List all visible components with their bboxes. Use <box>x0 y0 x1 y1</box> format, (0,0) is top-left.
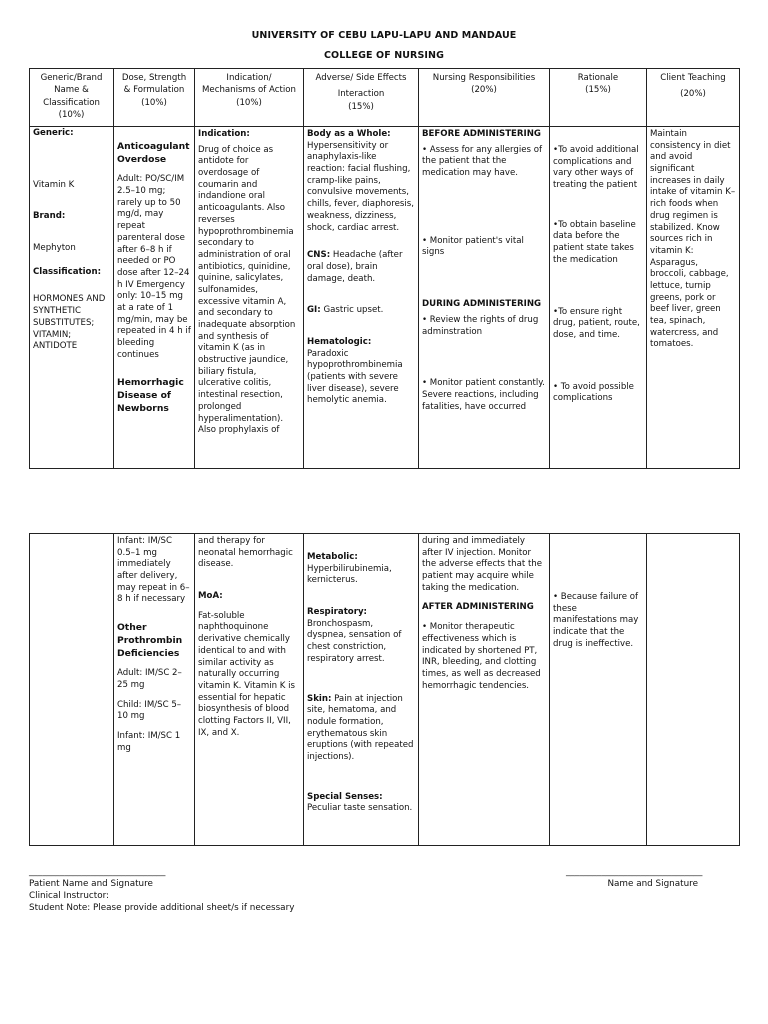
body-text: Hypersensitivity or anaphylaxis-like reaction: facial flushing, cramp-like pains, convulsive movements, chills, fever, diaphoresis, weakness, dizziness, shock, cardiac arrest. <box>307 140 414 233</box>
monitor-continued: during and immediately after IV injection. Monitor the adverse effects that the patient may acquire while taking the medication. <box>422 536 543 593</box>
teaching-cell <box>647 127 740 469</box>
skin-entry <box>307 694 415 764</box>
generic-value: Vitamin K <box>33 179 75 190</box>
brand-label: Brand: <box>33 211 66 222</box>
hema-label: Hematologic: <box>307 336 372 347</box>
rationale-4: • To avoid possible complications <box>553 381 634 404</box>
rationale-5: • Because failure of these manifestations may indicate that the drug is ineffective. <box>553 592 639 649</box>
dose-child-prothrombin: Child: IM/SC 5–10 mg <box>117 699 182 722</box>
rationale-cell <box>550 127 647 469</box>
monitor-patient: • Monitor patient constantly. Severe reactions, including fatalities, have occurred <box>422 378 545 412</box>
client-teaching-text: Maintain consistency in diet and avoid significant increases in daily intake of vitamin K–rich foods when drug regimen is stabilized. Know sources rich in vitamin K: Asparagus, broccoli, cabbage, lettuce, turnip greens, pork or beef liver, green tea, spinach, watercress, and tomatoes. <box>650 129 736 350</box>
name-signature-label: Name and Signature <box>607 879 698 889</box>
university-title: UNIVERSITY OF CEBU LAPU-LAPU AND MANDAUE <box>251 30 517 41</box>
adverse-cell <box>304 127 419 469</box>
rationale-3: •To ensure right drug, patient, route, dose, and time. <box>553 306 640 340</box>
col-header-indication: Indication/ Mechanisms of Action (10%) <box>195 69 304 127</box>
column-header-row <box>30 69 740 127</box>
rationale-2: •To obtain baseline data before the patient state takes the medication <box>553 219 636 265</box>
moa-label: MoA: <box>198 591 223 602</box>
dose-cell-cont <box>114 534 195 846</box>
classification-label: Classification: <box>33 266 102 277</box>
table-row <box>30 127 740 469</box>
dose-cell <box>114 127 195 469</box>
review-rights: • Review the rights of drug adminstration <box>422 314 539 337</box>
col-header-generic: Generic/Brand Name & Classification (10%) <box>30 69 114 127</box>
col-header-teaching: Client Teaching (20%) <box>647 69 740 127</box>
cns-entry <box>307 250 415 285</box>
generic-label: Generic: <box>33 128 74 138</box>
teaching-cell-cont <box>647 534 740 846</box>
dose-adult: Adult: PO/SC/IM 2.5–10 mg; rarely up to 50 mg/d, may repeat parenteral dose after 6–8 h if needed or PO dose after 12–24 h IV Emergency only: 10–15 mg at a rate of 1 mg/min, may be repeated in 4 h if bleeding continues <box>117 174 191 360</box>
indication-cell-cont <box>195 534 304 846</box>
drug-study-table-page1 <box>29 68 740 469</box>
adverse-cell-cont <box>304 534 419 846</box>
monitor-effectiveness: • Monitor therapeutic effectiveness which is indicated by shortened PT, INR, bleeding, and clotting times, as well as decreased hemorrhagic tendencies. <box>422 622 541 691</box>
skin-text: Pain at injection site, hematoma, and nodule formation, erythematous skin eruptions (with repeated injections). <box>307 693 414 762</box>
nursing-cell <box>419 127 550 469</box>
indication-text: Drug of choice as antidote for overdosage of coumarin and indandione oral anticoagulants. Also reverses hypoprothrombinemia secondary to administration of oral antibiotics, quinidine, quinine, salicylates, sulfonamides, excessive vitamin A, and secondary to inadequate absorption and synthesis of vitamin K (as in obstructive jaundice, biliary fistula, ulcerative colitis, intestinal resection, prolonged hyperalimentation). Also prophylaxis of <box>198 144 296 436</box>
patient-signature-label: Patient Name and Signature <box>29 879 153 889</box>
dose-adult-prothrombin: Adult: IM/SC 2–25 mg <box>117 668 182 690</box>
generic-brand-cell <box>30 127 114 469</box>
col-header-nursing: Nursing Responsibilities (20%) <box>419 69 550 127</box>
nursing-cell-cont <box>419 534 550 846</box>
drug-study-table-page2 <box>29 533 740 846</box>
monitor-vitals: • Monitor patient's vital signs <box>422 235 524 258</box>
clinical-instructor-label: Clinical Instructor: <box>29 891 110 901</box>
classification-value: HORMONES AND SYNTHETIC SUBSTITUTES; VITAMIN; ANTIDOTE <box>33 294 106 352</box>
student-note: Student Note: Please provide additional sheet/s if necessary <box>29 903 295 913</box>
dose-infant-prothrombin: Infant: IM/SC 1 mg <box>117 730 181 753</box>
cns-text: Headache (after oral dose), brain damage, death. <box>307 250 403 284</box>
footer-right <box>566 866 736 890</box>
signature-line-left: _______________________________ <box>29 867 166 877</box>
col-header-adverse: Adverse/ Side Effects Interaction (15%) <box>304 69 419 127</box>
gi-entry <box>307 305 415 317</box>
indication-continued: and therapy for neonatal hemorrhagic disease. <box>198 536 293 570</box>
indication-cell <box>195 127 304 469</box>
respiratory-label: Respiratory: <box>307 607 367 618</box>
signature-line-right: _______________________________ <box>566 867 703 877</box>
generic-brand-cell-cont <box>30 534 114 846</box>
footer-left <box>29 866 294 914</box>
metabolic-label: Metabolic: <box>307 552 358 562</box>
dose-heading-overdose: Anticoagulant Overdose <box>117 141 190 165</box>
special-senses-label: Special Senses: <box>307 791 383 802</box>
metabolic-text: Hyperbilirubinemia, kernicterus. <box>307 563 392 586</box>
cns-label: CNS: <box>307 250 331 261</box>
assess-allergies: • Assess for any allergies of the patient that the medication may have. <box>422 144 543 179</box>
dose-heading-newborn: Hemorrhagic Disease of Newborns <box>117 377 184 414</box>
respiratory-text: Bronchospasm, dyspnea, sensation of chest constriction, respiratory arrest. <box>307 618 402 664</box>
gi-text: Gastric upset. <box>323 305 384 316</box>
brand-value: Mephyton <box>33 243 76 254</box>
body-label: Body as a Whole: <box>307 129 391 139</box>
table-row <box>30 534 740 846</box>
after-heading: AFTER ADMINISTERING <box>422 602 534 613</box>
hema-text: Paradoxic hypoprothrombinemia (patients with severe liver disease), severe hemolytic anemia. <box>307 348 403 406</box>
before-heading: BEFORE ADMINISTERING <box>422 129 541 139</box>
col-header-rationale: Rationale (15%) <box>550 69 647 127</box>
indication-label: Indication: <box>198 129 250 139</box>
dose-heading-prothrombin: Other Prothrombin Deficiencies <box>117 622 183 659</box>
rationale-1: •To avoid additional complications and vary other ways of treating the patient <box>553 145 639 191</box>
gi-label: GI: <box>307 305 321 316</box>
skin-label: Skin: <box>307 693 332 704</box>
dose-infant-newborn: Infant: IM/SC 0.5–1 mg immediately after delivery, may repeat in 6–8 h if necessary <box>117 536 190 605</box>
col-header-dose: Dose, Strength & Formulation (10%) <box>114 69 195 127</box>
during-heading: DURING ADMINISTERING <box>422 299 542 310</box>
rationale-cell-cont <box>550 534 647 846</box>
special-senses-text: Peculiar taste sensation. <box>307 803 413 814</box>
college-title: COLLEGE OF NURSING <box>323 50 445 61</box>
moa-text: Fat-soluble naphthoquinone derivative chemically identical to and with similar activity as naturally occurring vitamin K. Vitamin K is essential for hepatic biosynthesis of blood clotting Factors II, VII, IX, and X. <box>198 610 296 738</box>
